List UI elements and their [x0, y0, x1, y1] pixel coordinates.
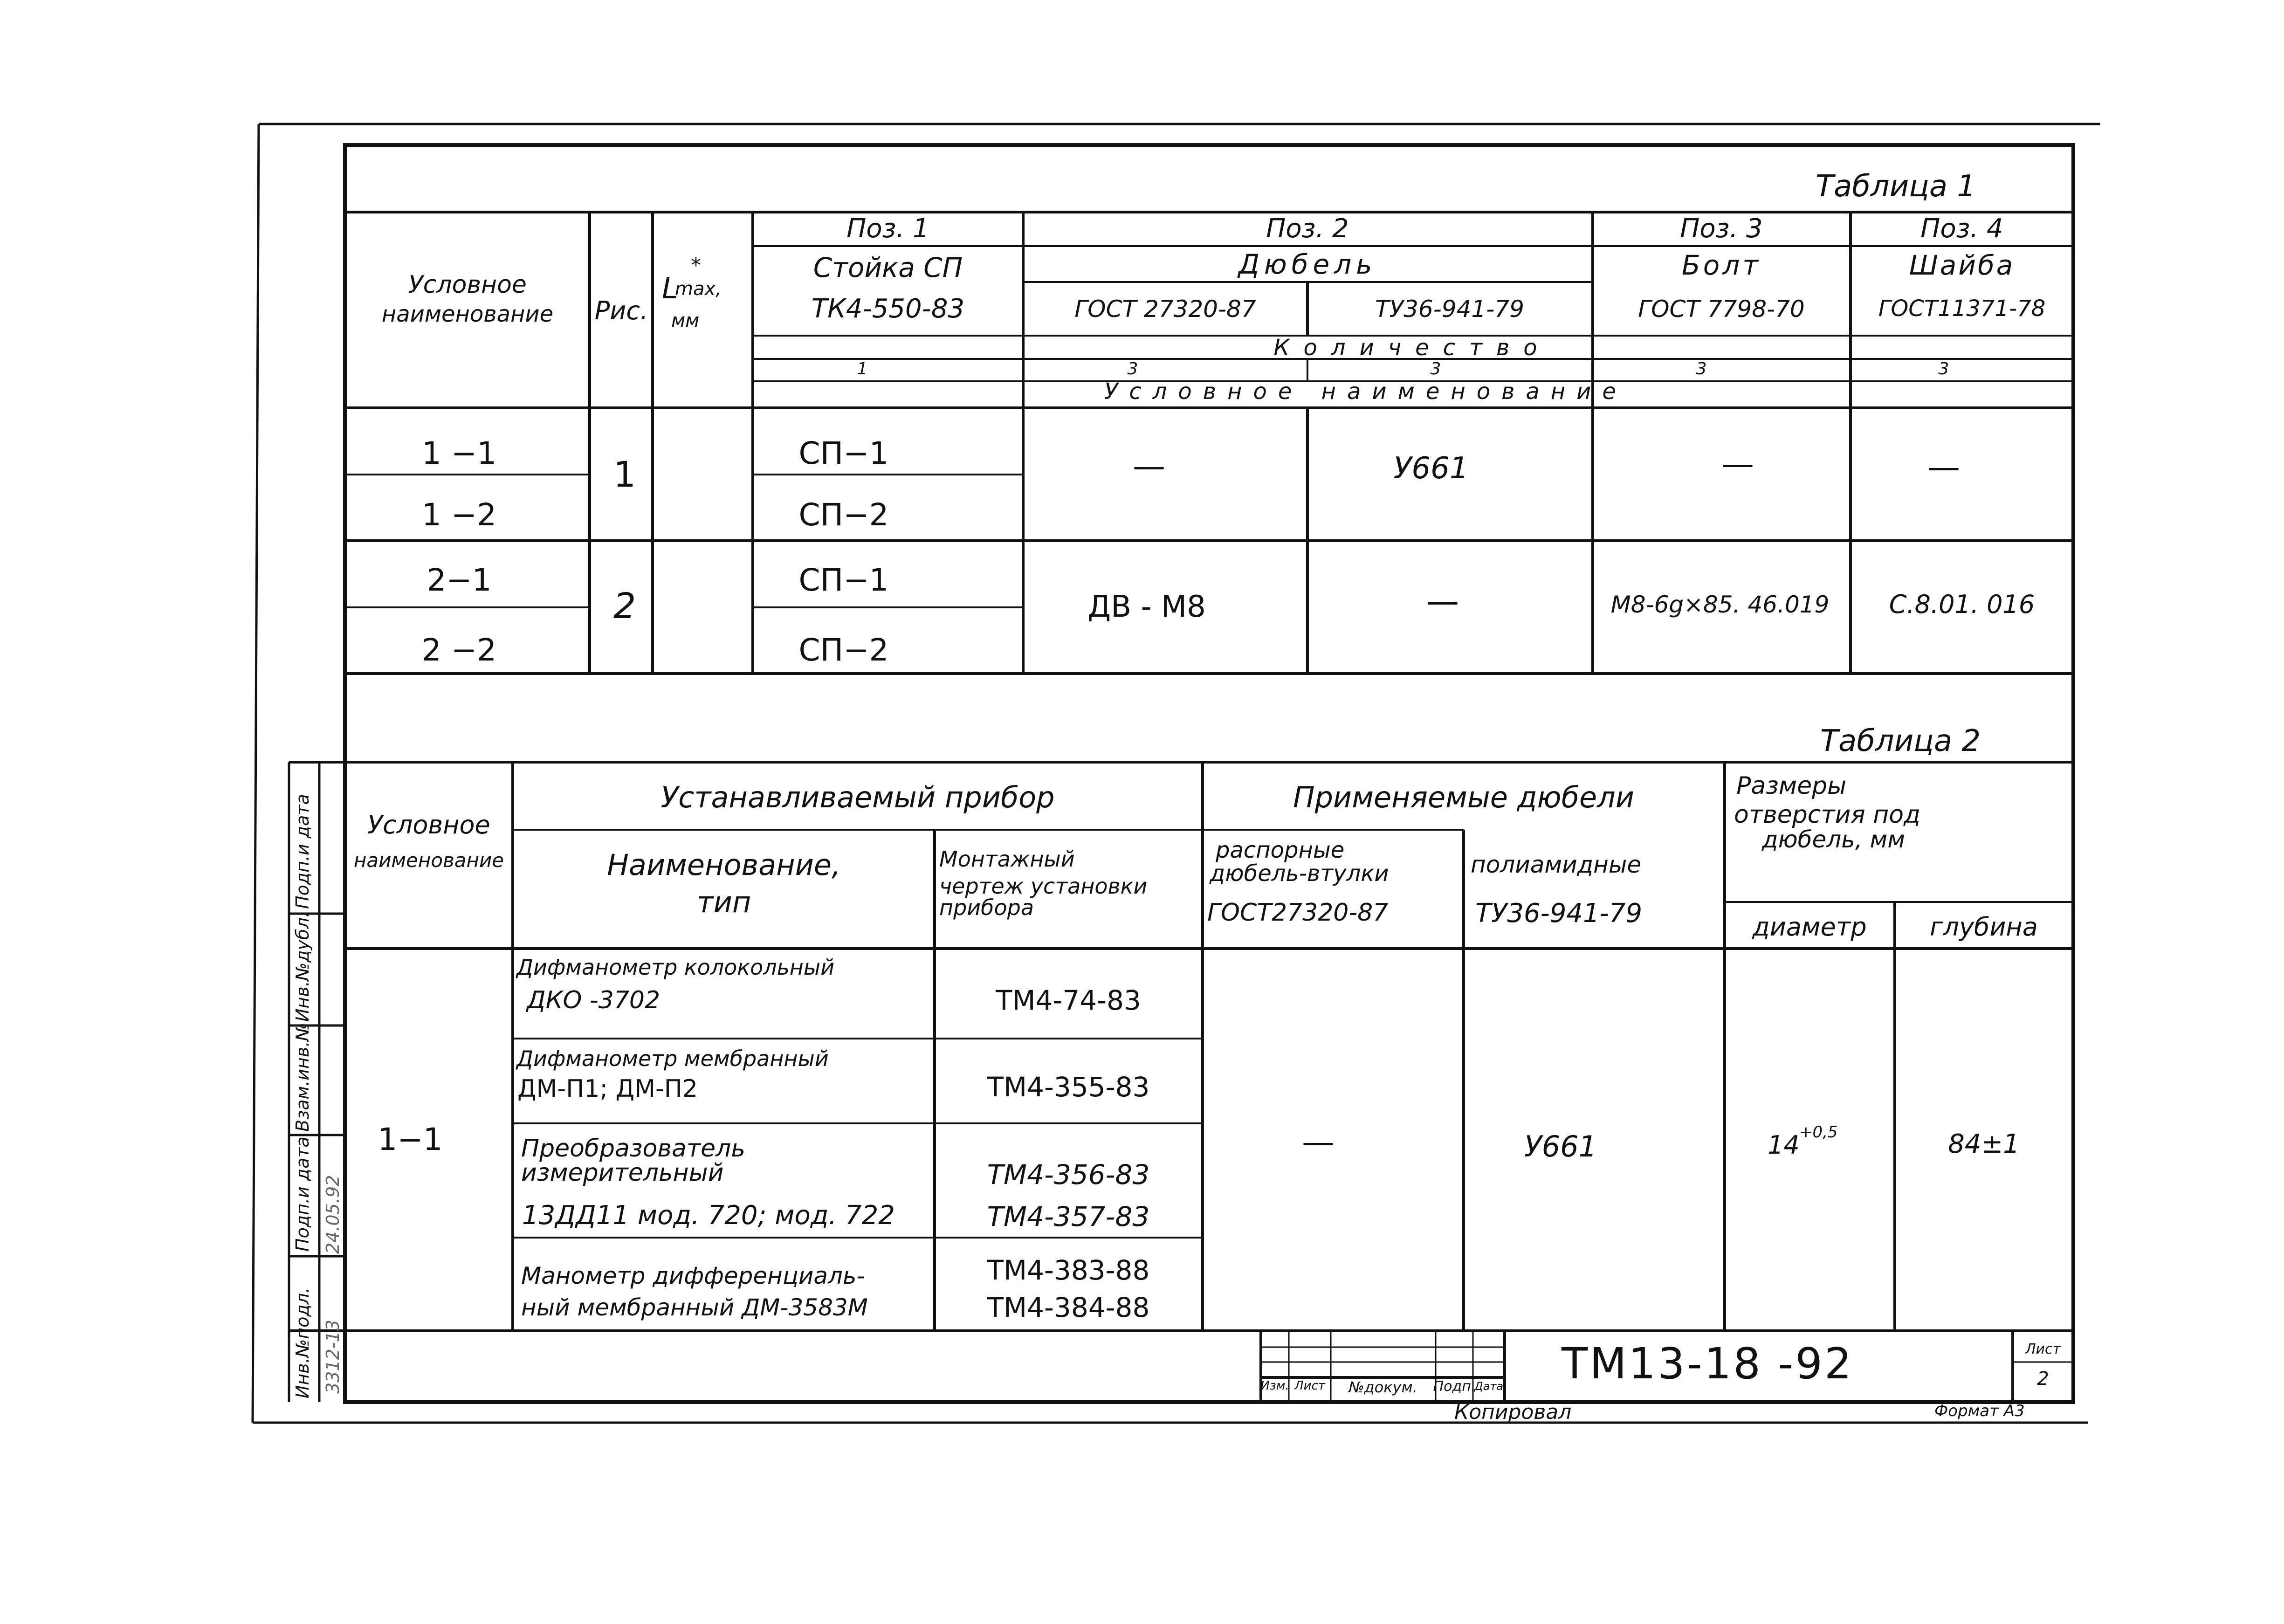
table1-dash-r1-c3: — [1721, 445, 1754, 483]
table1-header-pos2: Поз. 2 [1266, 213, 1349, 244]
table1-qty-pos4: 3 [1938, 359, 1949, 378]
side-stamp-sign-date-2: Подп.и дата [292, 794, 313, 909]
title-block-label-date: Дата [1474, 1380, 1504, 1393]
title-block-label-izm: Изм. [1260, 1379, 1289, 1393]
table2-montage-2: ТМ4-355-83 [987, 1071, 1150, 1103]
format-label: Формат А3 [1934, 1402, 2025, 1420]
table2-header-poly-1: полиамидные [1471, 851, 1642, 878]
table2-header-rasp-1: распорные [1216, 837, 1345, 863]
table1-quantity-label: Количество [1273, 335, 1551, 361]
table1-header-lmax-star: * [691, 254, 701, 277]
table2-montage-3a: ТМ4-356-83 [987, 1159, 1150, 1190]
table2-poly-mark: У661 [1524, 1129, 1597, 1163]
table2-montage-4a: ТМ4-383-88 [987, 1254, 1150, 1286]
table1-dowel-gost: ГОСТ 27320-87 [1074, 296, 1256, 323]
table2-device-1-line2: ДКО -3702 [527, 986, 660, 1014]
table1-washer-name: Шайба [1909, 249, 2015, 281]
table1-dash-r2-c2: — [1426, 582, 1459, 620]
table2-montage-4b: ТМ4-384-88 [987, 1292, 1150, 1323]
table1-fig-1: 1 [613, 454, 636, 495]
table1-stand-2b: СП−2 [798, 632, 889, 668]
document-code: ТМ13-18 -92 [1562, 1339, 1854, 1389]
table1-stand-doc: ТК4-550-83 [811, 294, 965, 324]
copied-by-label: Копировал [1454, 1400, 1572, 1424]
table2-montage-1: ТМ4-74-83 [996, 984, 1141, 1016]
table2-header-name-type-1: Наименование, [607, 848, 841, 882]
table1-row-2-2: 2 −2 [421, 632, 497, 668]
table1-header-cond-name-1: Условное [408, 271, 527, 299]
table1-stand-name: Стойка СП [813, 252, 963, 283]
table2-header-diameter: диаметр [1752, 912, 1867, 942]
table2-device-4-line2: ный мембранный ДМ-3583М [521, 1294, 868, 1321]
side-stamp-sign-date-1: Подп.и дата [292, 1136, 313, 1252]
table1-qty-pos3: 3 [1696, 359, 1707, 378]
table2-header-montage-1: Монтажный [939, 846, 1075, 872]
title-block-label-doc: №докум. [1348, 1378, 1417, 1396]
title-block-label-list: Лист [1294, 1379, 1325, 1393]
table1-header-cond-name-2: наименование [381, 301, 554, 327]
table1-washer-mark: С.8.01. 016 [1889, 590, 2035, 619]
table1-dash-r1-c4: — [1927, 448, 1960, 486]
table1-title: Таблица 1 [1816, 169, 1976, 204]
table1-qty-pos2a: 3 [1127, 359, 1138, 378]
side-stamp-date-value: 24.05.92 [323, 1175, 343, 1254]
table2-header-hole-3: дюбель, мм [1762, 826, 1905, 853]
table2-header-hole-2: отверстия под [1734, 801, 1921, 829]
table2-header-montage-2: чертеж установки [939, 874, 1148, 899]
table1-bolt-name: Болт [1681, 249, 1761, 281]
table2-header-poly-2: ТУ36-941-79 [1475, 898, 1643, 929]
table1-stand-1b: СП−1 [798, 562, 889, 598]
table1-bolt-mark: М8-6g×85. 46.019 [1610, 591, 1830, 618]
table2-device-2-line1: Дифманометр мембранный [516, 1046, 829, 1071]
table2-device-2-line2: ДМ-П1; ДМ-П2 [517, 1075, 698, 1103]
title-block-label-sign: Подп. [1433, 1378, 1476, 1395]
table1-cond-name-label: Условное наименование [1104, 378, 1627, 405]
title-block-sheet-label: Лист [2025, 1341, 2061, 1357]
table2-header-dowels: Применяемые дюбели [1293, 780, 1635, 814]
table1-bolt-gost: ГОСТ 7798-70 [1638, 296, 1805, 323]
table2-title: Таблица 2 [1820, 724, 1981, 758]
table2-header-cond-name-1: Условное [367, 810, 490, 840]
table2-dash-expansion: — [1302, 1123, 1335, 1161]
table2-depth-value: 84±1 [1948, 1129, 2020, 1159]
table1-qty-pos2b: 3 [1430, 359, 1441, 378]
side-stamp-replace-inv: Взам.инв.№ [292, 1023, 313, 1132]
table2-device-3-line3: 13ДД11 мод. 720; мод. 722 [522, 1200, 895, 1231]
table1-washer-gost: ГОСТ11371-78 [1878, 296, 2046, 322]
table2-header-rasp-3: ГОСТ27320-87 [1207, 899, 1389, 927]
table1-header-pos4: Поз. 4 [1920, 213, 2003, 244]
table2-header-montage-3: прибора [939, 895, 1034, 920]
table1-header-lmax: L [662, 271, 678, 305]
table2-header-rasp-2: дюбель-втулки [1210, 860, 1389, 887]
side-stamp-inv-value: 3312-13 [323, 1320, 343, 1394]
table1-header-pos1: Поз. 1 [846, 213, 929, 244]
table1-row-2-1: 2−1 [427, 562, 492, 598]
table1-dowel-name: Дюбель [1238, 248, 1377, 280]
side-stamp-inv-orig: Инв.№подл. [292, 1287, 313, 1398]
table2-header-name-type-2: тип [696, 885, 751, 919]
table1-dash-r1-c1: — [1133, 447, 1165, 485]
side-stamp-inv-dup: Инв.№дубл. [292, 912, 313, 1022]
table1-dowel-tu: ТУ36-941-79 [1375, 296, 1524, 323]
table1-dowel-dv: ДВ - М8 [1087, 590, 1206, 624]
table1-dowel-mark-1: У661 [1393, 451, 1469, 486]
table1-row-1-2: 1 −2 [421, 497, 497, 533]
table2-device-1-line1: Дифманометр колокольный [516, 955, 835, 980]
table2-header-device: Устанавливаемый прибор [660, 780, 1055, 814]
table1-header-figure: Рис. [594, 296, 648, 325]
table2-device-3-line2: измерительный [521, 1159, 724, 1187]
table1-qty-pos1: 1 [857, 359, 868, 378]
table2-device-4-line1: Манометр дифференциаль- [521, 1262, 865, 1289]
table2-header-depth: глубина [1930, 912, 2038, 942]
table2-header-hole-1: Размеры [1736, 772, 1847, 800]
table1-stand-1a: СП−1 [798, 435, 889, 471]
table1-header-lmax-sub: max, [675, 278, 722, 300]
table2-device-3-line1: Преобразователь [521, 1135, 745, 1163]
table2-montage-3b: ТМ4-357-83 [987, 1201, 1150, 1232]
table2-cond-value: 1−1 [378, 1122, 443, 1157]
table1-row-1-1: 1 −1 [421, 435, 497, 471]
table1-stand-2a: СП−2 [798, 497, 889, 533]
table1-header-pos3: Поз. 3 [1680, 213, 1763, 244]
table2-diameter-value: 14 [1768, 1130, 1800, 1160]
table1-header-lmax-unit: мм [671, 310, 700, 331]
table2-diameter-tolerance: +0,5 [1799, 1123, 1838, 1142]
table2-header-cond-name-2: наименование [353, 849, 504, 872]
table1-fig-2: 2 [613, 585, 636, 626]
title-block-sheet-number: 2 [2037, 1368, 2049, 1390]
